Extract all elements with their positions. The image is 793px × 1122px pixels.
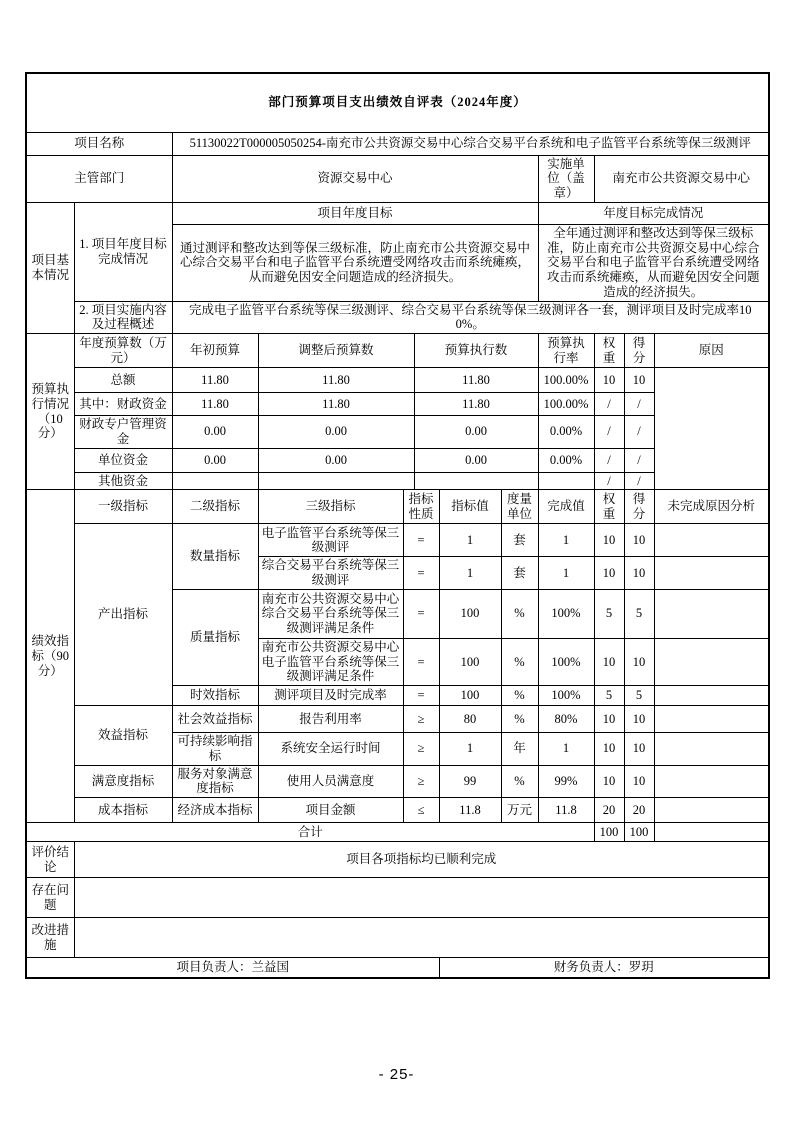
ind-actual: 99% [538, 765, 594, 798]
ind-reason [654, 524, 769, 557]
ind-reason [654, 638, 769, 685]
ind-nature: = [403, 557, 439, 590]
ind-weight: 10 [594, 765, 624, 798]
budget-adjusted: 11.80 [258, 393, 414, 416]
budget-header-rate: 预算执行率 [538, 334, 594, 368]
ind-target: 100 [439, 589, 501, 638]
ind-nature: ≥ [403, 765, 439, 798]
budget-rate: 0.00% [538, 416, 594, 449]
ind-header-score: 得分 [624, 490, 654, 524]
section-basic-label: 项目基本情况 [26, 202, 74, 333]
budget-rate: 100.00% [538, 368, 594, 393]
ind-reason [654, 557, 769, 590]
budget-adjusted: 11.80 [258, 368, 414, 393]
evaluation-table [25, 72, 770, 979]
budget-header-weight: 权重 [594, 334, 624, 368]
budget-score: / [624, 416, 654, 449]
basic-row1-label: 1. 项目年度目标完成情况 [74, 202, 172, 301]
basic-row2-text: 完成电子监管平台系统等保三级测评、综合交易平台系统等保三级测评各一套，测评项目及时完成率100%。 [172, 301, 769, 334]
problems-text [74, 878, 769, 918]
basic-row2-label: 2. 项目实施内容及过程概述 [74, 301, 172, 334]
ind-actual: 1 [538, 557, 594, 590]
budget-executed [414, 472, 538, 490]
goal-done-text: 全年通过测评和整改达到等保三级标准，防止南充市公共资源交易中心综合交易平台和电子监管平台系统遭受网络攻击而系统瘫痪，从而避免因安全问题造成的经济损失。 [538, 224, 769, 301]
ind-score: 5 [624, 589, 654, 638]
total-score: 100 [624, 823, 654, 842]
ind-weight: 20 [594, 798, 624, 823]
ind-weight: 10 [594, 638, 624, 685]
ind-header-unit: 度量单位 [501, 490, 538, 524]
budget-header-executed: 预算执行数 [414, 334, 538, 368]
ind-weight: 10 [594, 706, 624, 733]
ind-l2: 质量指标 [172, 589, 258, 685]
ind-score: 10 [624, 638, 654, 685]
ind-actual: 100% [538, 589, 594, 638]
ind-l3: 电子监管平台系统等保三级测评 [258, 524, 403, 557]
section-indicators-label: 绩效指标（90分） [26, 490, 74, 823]
ind-unit: % [501, 686, 538, 706]
budget-score: / [624, 472, 654, 490]
goal-text: 通过测评和整改达到等保三级标准，防止南充市公共资源交易中心综合交易平台和电子监管平台系统遭受网络攻击而系统瘫痪，从而避免因安全问题造成的经济损失。 [172, 224, 538, 301]
ind-weight: 10 [594, 557, 624, 590]
budget-weight: / [594, 472, 624, 490]
budget-adjusted: 0.00 [258, 416, 414, 449]
ind-target: 80 [439, 706, 501, 733]
budget-adjusted: 0.00 [258, 448, 414, 472]
ind-actual: 100% [538, 686, 594, 706]
budget-weight: 10 [594, 368, 624, 393]
ind-weight: 10 [594, 733, 624, 766]
ind-weight: 10 [594, 524, 624, 557]
ind-actual: 11.8 [538, 798, 594, 823]
budget-adjusted [258, 472, 414, 490]
ind-unit: 套 [501, 557, 538, 590]
improvements-label: 改进措施 [26, 918, 74, 958]
ind-unit: % [501, 589, 538, 638]
ind-l3: 南充市公共资源交易中心电子监管平台系统等保三级测评满足条件 [258, 638, 403, 685]
ind-l2: 社会效益指标 [172, 706, 258, 733]
project-name-label: 项目名称 [26, 132, 172, 155]
ind-header-l3: 三级指标 [258, 490, 403, 524]
ind-nature: = [403, 638, 439, 685]
budget-header-adjusted: 调整后预算数 [258, 334, 414, 368]
ind-target: 1 [439, 733, 501, 766]
ind-header-l2: 二级指标 [172, 490, 258, 524]
ind-actual: 1 [538, 733, 594, 766]
budget-reason-cell [654, 368, 769, 490]
ind-l3: 南充市公共资源交易中心综合交易平台系统等保三级测评满足条件 [258, 589, 403, 638]
ind-score: 20 [624, 798, 654, 823]
ind-nature: = [403, 686, 439, 706]
ind-l3: 报告利用率 [258, 706, 403, 733]
budget-initial: 0.00 [172, 448, 258, 472]
page-number: - 25- [378, 1066, 415, 1083]
total-weight: 100 [594, 823, 624, 842]
ind-unit: 万元 [501, 798, 538, 823]
ind-reason [654, 733, 769, 766]
budget-header-initial: 年初预算 [172, 334, 258, 368]
ind-l3: 项目金额 [258, 798, 403, 823]
ind-l1: 成本指标 [74, 798, 172, 823]
budget-row-name: 其他资金 [74, 472, 172, 490]
ind-header-l1: 一级指标 [74, 490, 172, 524]
budget-weight: / [594, 448, 624, 472]
improvements-text [74, 918, 769, 958]
budget-initial: 11.80 [172, 393, 258, 416]
ind-l3: 使用人员满意度 [258, 765, 403, 798]
ind-target: 100 [439, 686, 501, 706]
section-budget-label: 预算执行情况（10分） [26, 334, 74, 490]
ind-l1: 产出指标 [74, 524, 172, 706]
ind-actual: 100% [538, 638, 594, 685]
budget-weight: / [594, 416, 624, 449]
budget-executed: 0.00 [414, 448, 538, 472]
ind-header-weight: 权重 [594, 490, 624, 524]
ind-unit: 套 [501, 524, 538, 557]
budget-initial: 11.80 [172, 368, 258, 393]
budget-score: / [624, 393, 654, 416]
budget-row-name: 其中：财政资金 [74, 393, 172, 416]
ind-l3: 综合交易平台系统等保三级测评 [258, 557, 403, 590]
ind-reason [654, 765, 769, 798]
ind-l1: 效益指标 [74, 706, 172, 766]
ind-nature: = [403, 524, 439, 557]
ind-target: 11.8 [439, 798, 501, 823]
ind-l2: 时效指标 [172, 686, 258, 706]
budget-executed: 0.00 [414, 416, 538, 449]
evaluation-form [25, 72, 768, 979]
budget-rate [538, 472, 594, 490]
budget-header-reason: 原因 [654, 334, 769, 368]
budget-header-name: 年度预算数（万元） [74, 334, 172, 368]
ind-score: 10 [624, 733, 654, 766]
ind-target: 1 [439, 557, 501, 590]
problems-label: 存在问题 [26, 878, 74, 918]
ind-reason [654, 589, 769, 638]
ind-reason [654, 706, 769, 733]
project-lead: 项目负责人：兰益国 [26, 958, 439, 978]
ind-l3: 系统安全运行时间 [258, 733, 403, 766]
ind-unit: % [501, 706, 538, 733]
ind-reason [654, 798, 769, 823]
budget-header-score: 得分 [624, 334, 654, 368]
ind-l1: 满意度指标 [74, 765, 172, 798]
budget-score: / [624, 448, 654, 472]
ind-header-reason: 未完成原因分析 [654, 490, 769, 524]
ind-header-target: 指标值 [439, 490, 501, 524]
budget-rate: 100.00% [538, 393, 594, 416]
project-name-value: 51130022T000005050254-南充市公共资源交易中心综合交易平台系统和电子监管平台系统等保三级测评 [172, 132, 769, 155]
ind-reason [654, 686, 769, 706]
ind-nature: = [403, 589, 439, 638]
ind-score: 10 [624, 765, 654, 798]
total-reason [654, 823, 769, 842]
finance-lead: 财务负责人：罗玥 [439, 958, 769, 978]
ind-l2: 可持续影响指标 [172, 733, 258, 766]
ind-actual: 80% [538, 706, 594, 733]
ind-target: 99 [439, 765, 501, 798]
ind-unit: % [501, 638, 538, 685]
ind-unit: % [501, 765, 538, 798]
dept-label: 主管部门 [26, 155, 172, 202]
ind-l2: 数量指标 [172, 524, 258, 590]
conclusion-label: 评价结论 [26, 842, 74, 878]
ind-nature: ≥ [403, 706, 439, 733]
dept-value: 资源交易中心 [172, 155, 538, 202]
goal-done-header: 年度目标完成情况 [538, 202, 769, 224]
ind-unit: 年 [501, 733, 538, 766]
ind-l2: 经济成本指标 [172, 798, 258, 823]
budget-row-name: 总额 [74, 368, 172, 393]
budget-row-name: 财政专户管理资金 [74, 416, 172, 449]
ind-weight: 5 [594, 589, 624, 638]
ind-score: 10 [624, 524, 654, 557]
total-label: 合计 [26, 823, 594, 842]
page-title: 部门预算项目支出绩效自评表（2024年度） [26, 73, 769, 132]
budget-row-name: 单位资金 [74, 448, 172, 472]
ind-l2: 服务对象满意度指标 [172, 765, 258, 798]
ind-nature: ≥ [403, 733, 439, 766]
budget-score: 10 [624, 368, 654, 393]
budget-initial: 0.00 [172, 416, 258, 449]
budget-executed: 11.80 [414, 393, 538, 416]
budget-weight: / [594, 393, 624, 416]
ind-score: 5 [624, 686, 654, 706]
ind-score: 10 [624, 706, 654, 733]
ind-l3: 测评项目及时完成率 [258, 686, 403, 706]
ind-header-actual: 完成值 [538, 490, 594, 524]
ind-header-nature: 指标性质 [403, 490, 439, 524]
impl-unit-value: 南充市公共资源交易中心 [594, 155, 769, 202]
ind-score: 10 [624, 557, 654, 590]
conclusion-text: 项目各项指标均已顺利完成 [74, 842, 769, 878]
impl-unit-label: 实施单位（盖章） [538, 155, 594, 202]
ind-target: 1 [439, 524, 501, 557]
ind-target: 100 [439, 638, 501, 685]
budget-initial [172, 472, 258, 490]
ind-nature: ≤ [403, 798, 439, 823]
ind-weight: 5 [594, 686, 624, 706]
budget-rate: 0.00% [538, 448, 594, 472]
goal-header: 项目年度目标 [172, 202, 538, 224]
ind-actual: 1 [538, 524, 594, 557]
budget-executed: 11.80 [414, 368, 538, 393]
